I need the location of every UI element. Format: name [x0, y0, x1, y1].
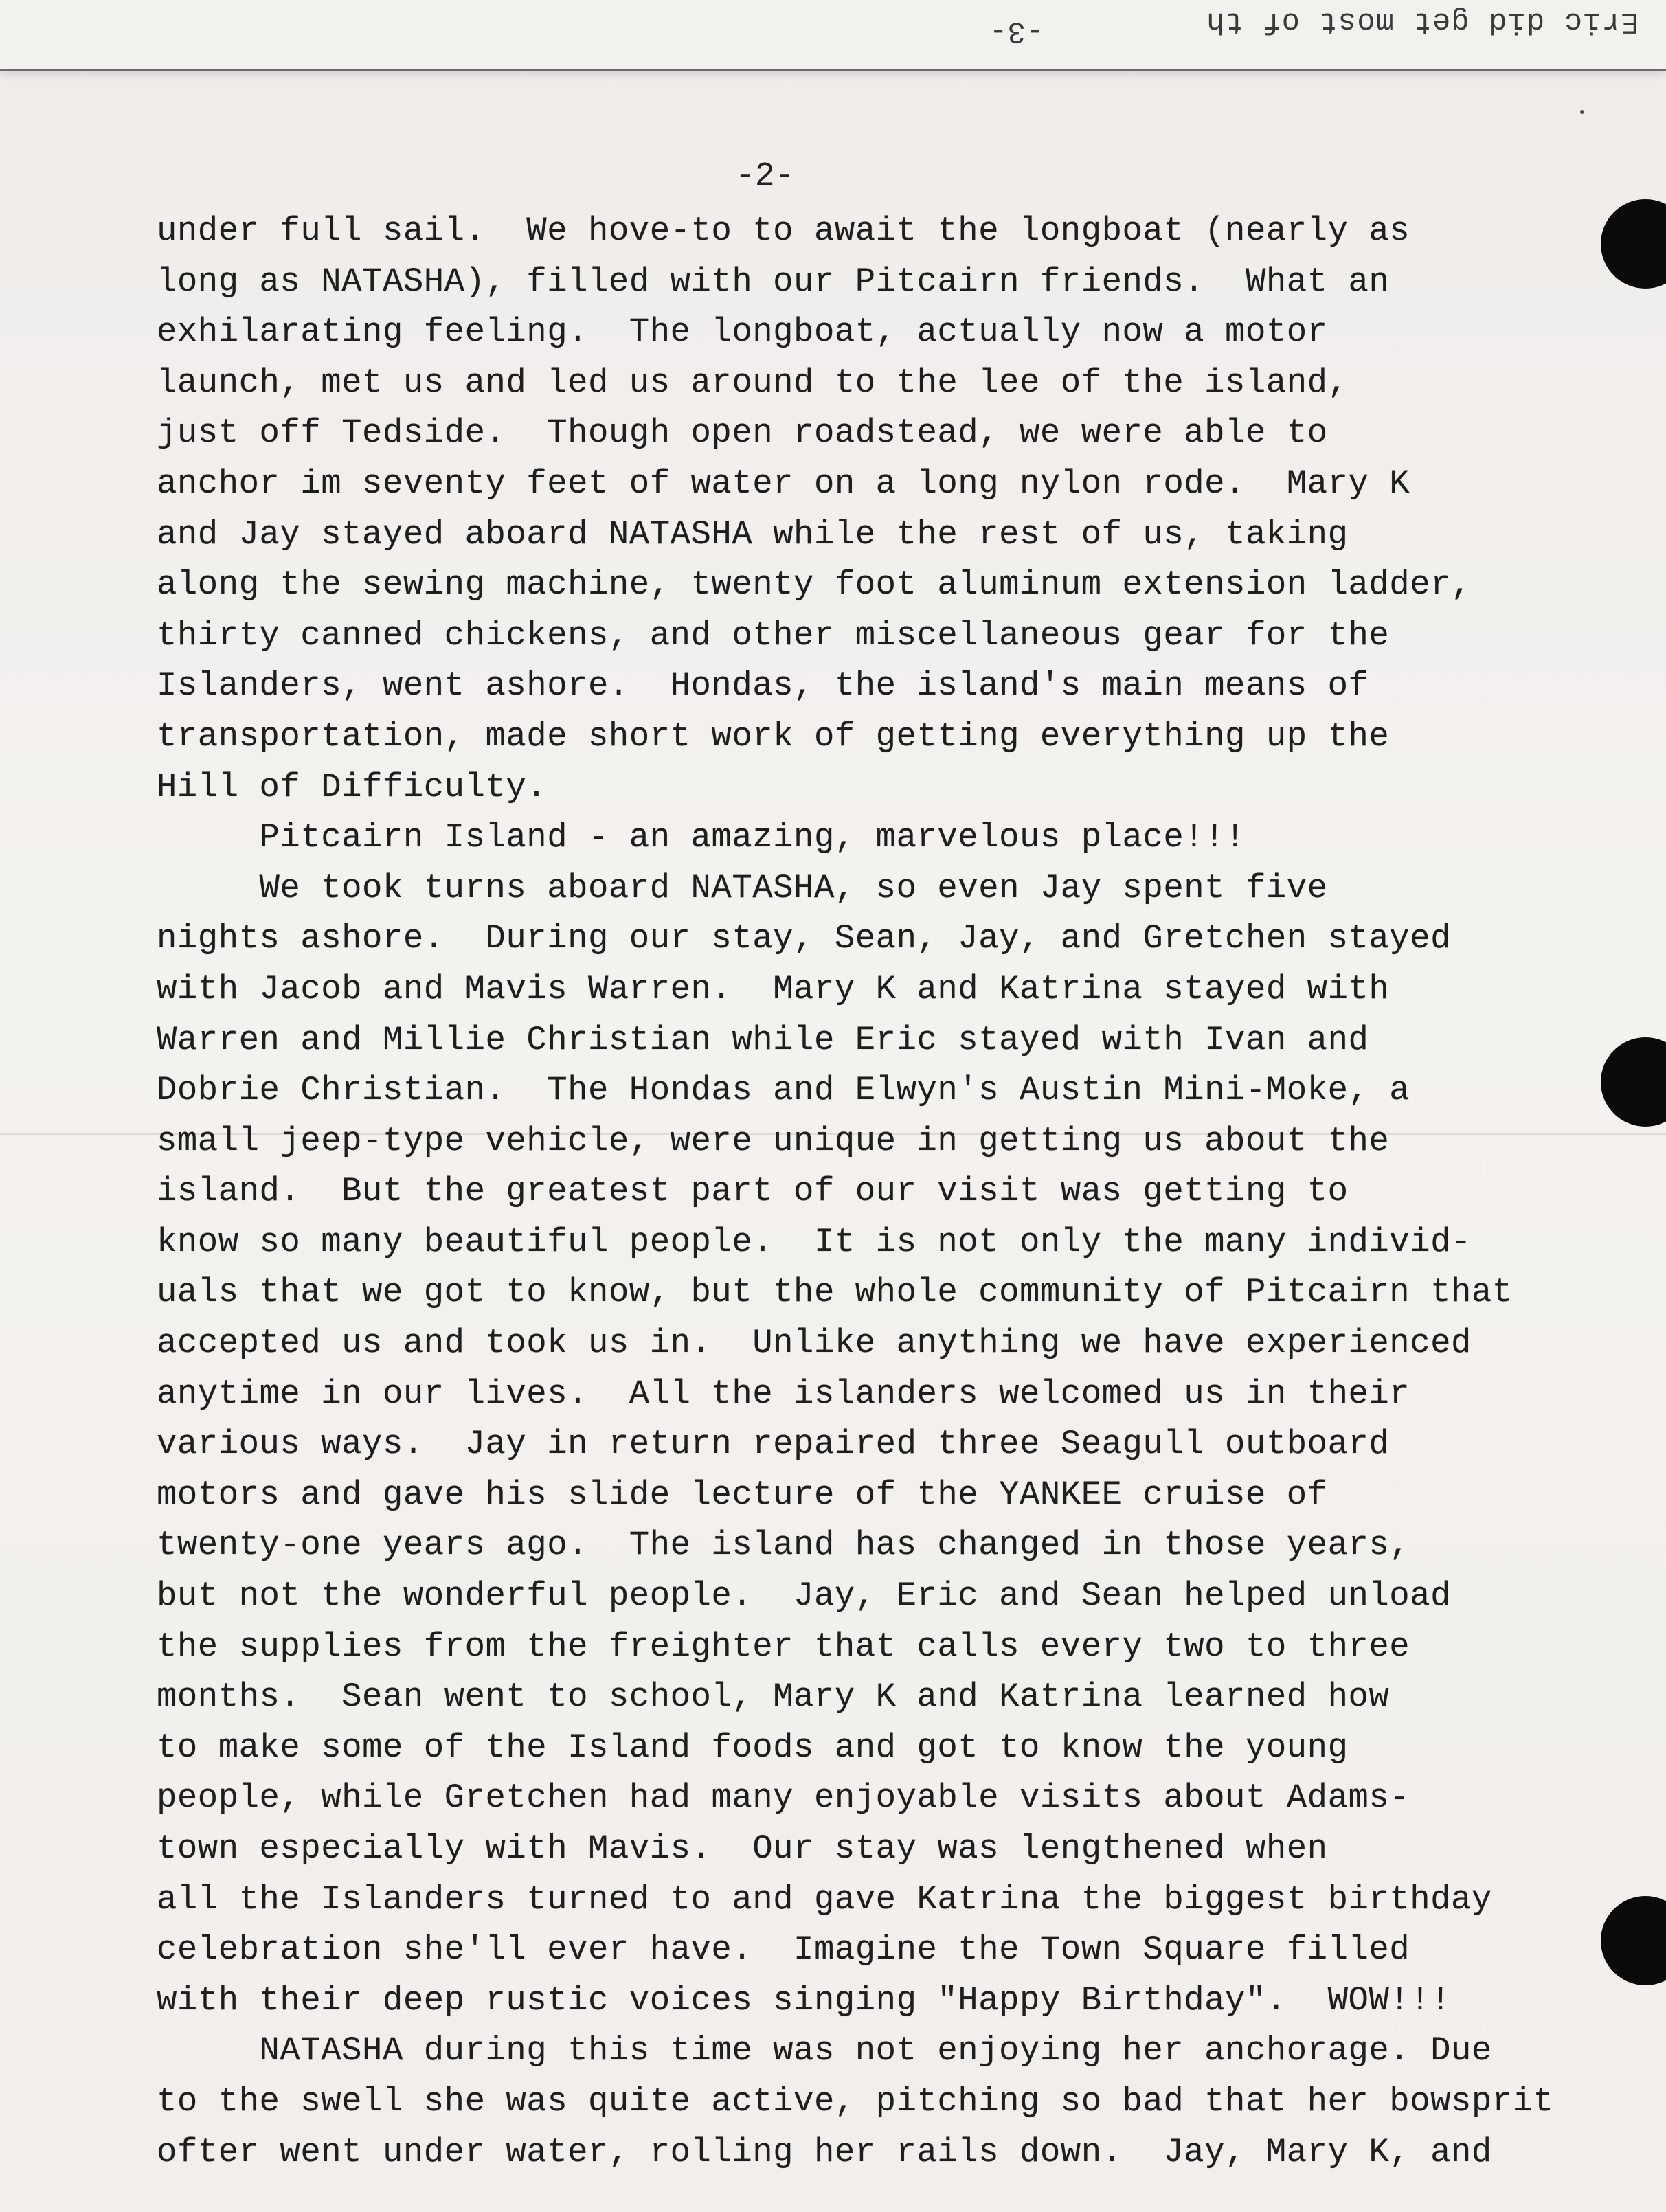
text-line: town especially with Mavis. Our stay was lengthened when	[157, 1829, 1328, 1868]
text-line: celebration she'll ever have. Imagine the Town Square filled	[157, 1930, 1410, 1970]
text-line: with their deep rustic voices singing "Happy Birthday". WOW!!!	[157, 1980, 1452, 2020]
text-line: long as NATASHA), filled with our Pitcairn friends. What an	[157, 262, 1390, 301]
text-line: nights ashore. During our stay, Sean, Jay, and Gretchen stayed	[157, 919, 1452, 958]
text-line: various ways. Jay in return repaired three Seagull outboard	[157, 1425, 1390, 1464]
text-line: We took turns aboard NATASHA, so even Jay spent five	[157, 868, 1328, 907]
text-line: anytime in our lives. All the islanders welcomed us in their	[157, 1374, 1410, 1413]
text-line: know so many beautiful people. It is not only the many individ-	[157, 1222, 1472, 1261]
text-line: months. Sean went to school, Mary K and Katrina learned how	[157, 1678, 1390, 1717]
text-line: transportation, made short work of getting everything up the	[157, 716, 1390, 756]
punch-hole-bottom	[1601, 1896, 1666, 1985]
text-line: all the Islanders turned to and gave Katrina the biggest birthday	[157, 1880, 1492, 1919]
text-line: to the swell she was quite active, pitching so bad that her bowsprit	[157, 2081, 1554, 2121]
text-line: with Jacob and Mavis Warren. Mary K and Katrina stayed with	[157, 969, 1390, 1008]
text-line: but not the wonderful people. Jay, Eric and Sean helped unload	[157, 1577, 1452, 1616]
text-line: under full sail. We hove-to to await the longboat (nearly as	[157, 212, 1410, 250]
text-line: Hill of Difficulty.	[157, 767, 548, 806]
text-line: NATASHA during this time was not enjoying her anchorage. Due	[157, 2031, 1492, 2070]
text-line: anchor im seventy feet of water on a long nylon rode. Mary K	[157, 464, 1410, 503]
text-line: twenty-one years ago. The island has changed in those years,	[157, 1526, 1410, 1565]
text-line: accepted us and took us in. Unlike anything we have experienced	[157, 1324, 1472, 1363]
text-line: the supplies from the freighter that calls every two to three	[157, 1627, 1410, 1666]
folded-page-number: -3-	[989, 14, 1044, 48]
folded-next-page-strip	[0, 0, 1666, 71]
text-line: along the sewing machine, twenty foot aluminum extension ladder,	[157, 565, 1472, 605]
text-line: ofter went under water, rolling her rails down. Jay, Mary K, and	[157, 2132, 1492, 2171]
folded-page-text: Eric did get most of th	[1205, 4, 1639, 38]
text-line: people, while Gretchen had many enjoyable visits about Adams-	[157, 1779, 1410, 1818]
text-line: Warren and Millie Christian while Eric stayed with Ivan and	[157, 1020, 1369, 1059]
text-line: Pitcairn Island - an amazing, marvelous place!!!	[157, 818, 1246, 857]
text-line: small jeep-type vehicle, were unique in getting us about the	[157, 1121, 1390, 1160]
text-line: Islanders, went ashore. Hondas, the island's main means of	[157, 666, 1369, 706]
text-line: thirty canned chickens, and other miscellaneous gear for the	[157, 616, 1390, 655]
punch-hole-middle	[1601, 1037, 1666, 1127]
text-line: to make some of the Island foods and got to know the young	[157, 1728, 1349, 1767]
typed-text-body	[157, 206, 1606, 2178]
text-line: just off Tedside. Though open roadstead, we were able to	[157, 414, 1328, 453]
punch-hole-top	[1601, 199, 1666, 289]
text-line: exhilarating feeling. The longboat, actually now a motor	[157, 313, 1328, 352]
text-line: and Jay stayed aboard NATASHA while the rest of us, taking	[157, 515, 1349, 554]
page-number: -2-	[735, 158, 795, 195]
text-line: uals that we got to know, but the whole community of Pitcairn that	[157, 1273, 1513, 1312]
text-line: motors and gave his slide lecture of the YANKEE cruise of	[157, 1475, 1328, 1514]
text-line: launch, met us and led us around to the lee of the island,	[157, 363, 1349, 402]
typed-page	[0, 69, 1666, 2212]
stray-ink-mark	[1580, 110, 1584, 114]
text-line: island. But the greatest part of our visit was getting to	[157, 1172, 1349, 1211]
text-line: Dobrie Christian. The Hondas and Elwyn's Austin Mini-Moke, a	[157, 1071, 1410, 1110]
